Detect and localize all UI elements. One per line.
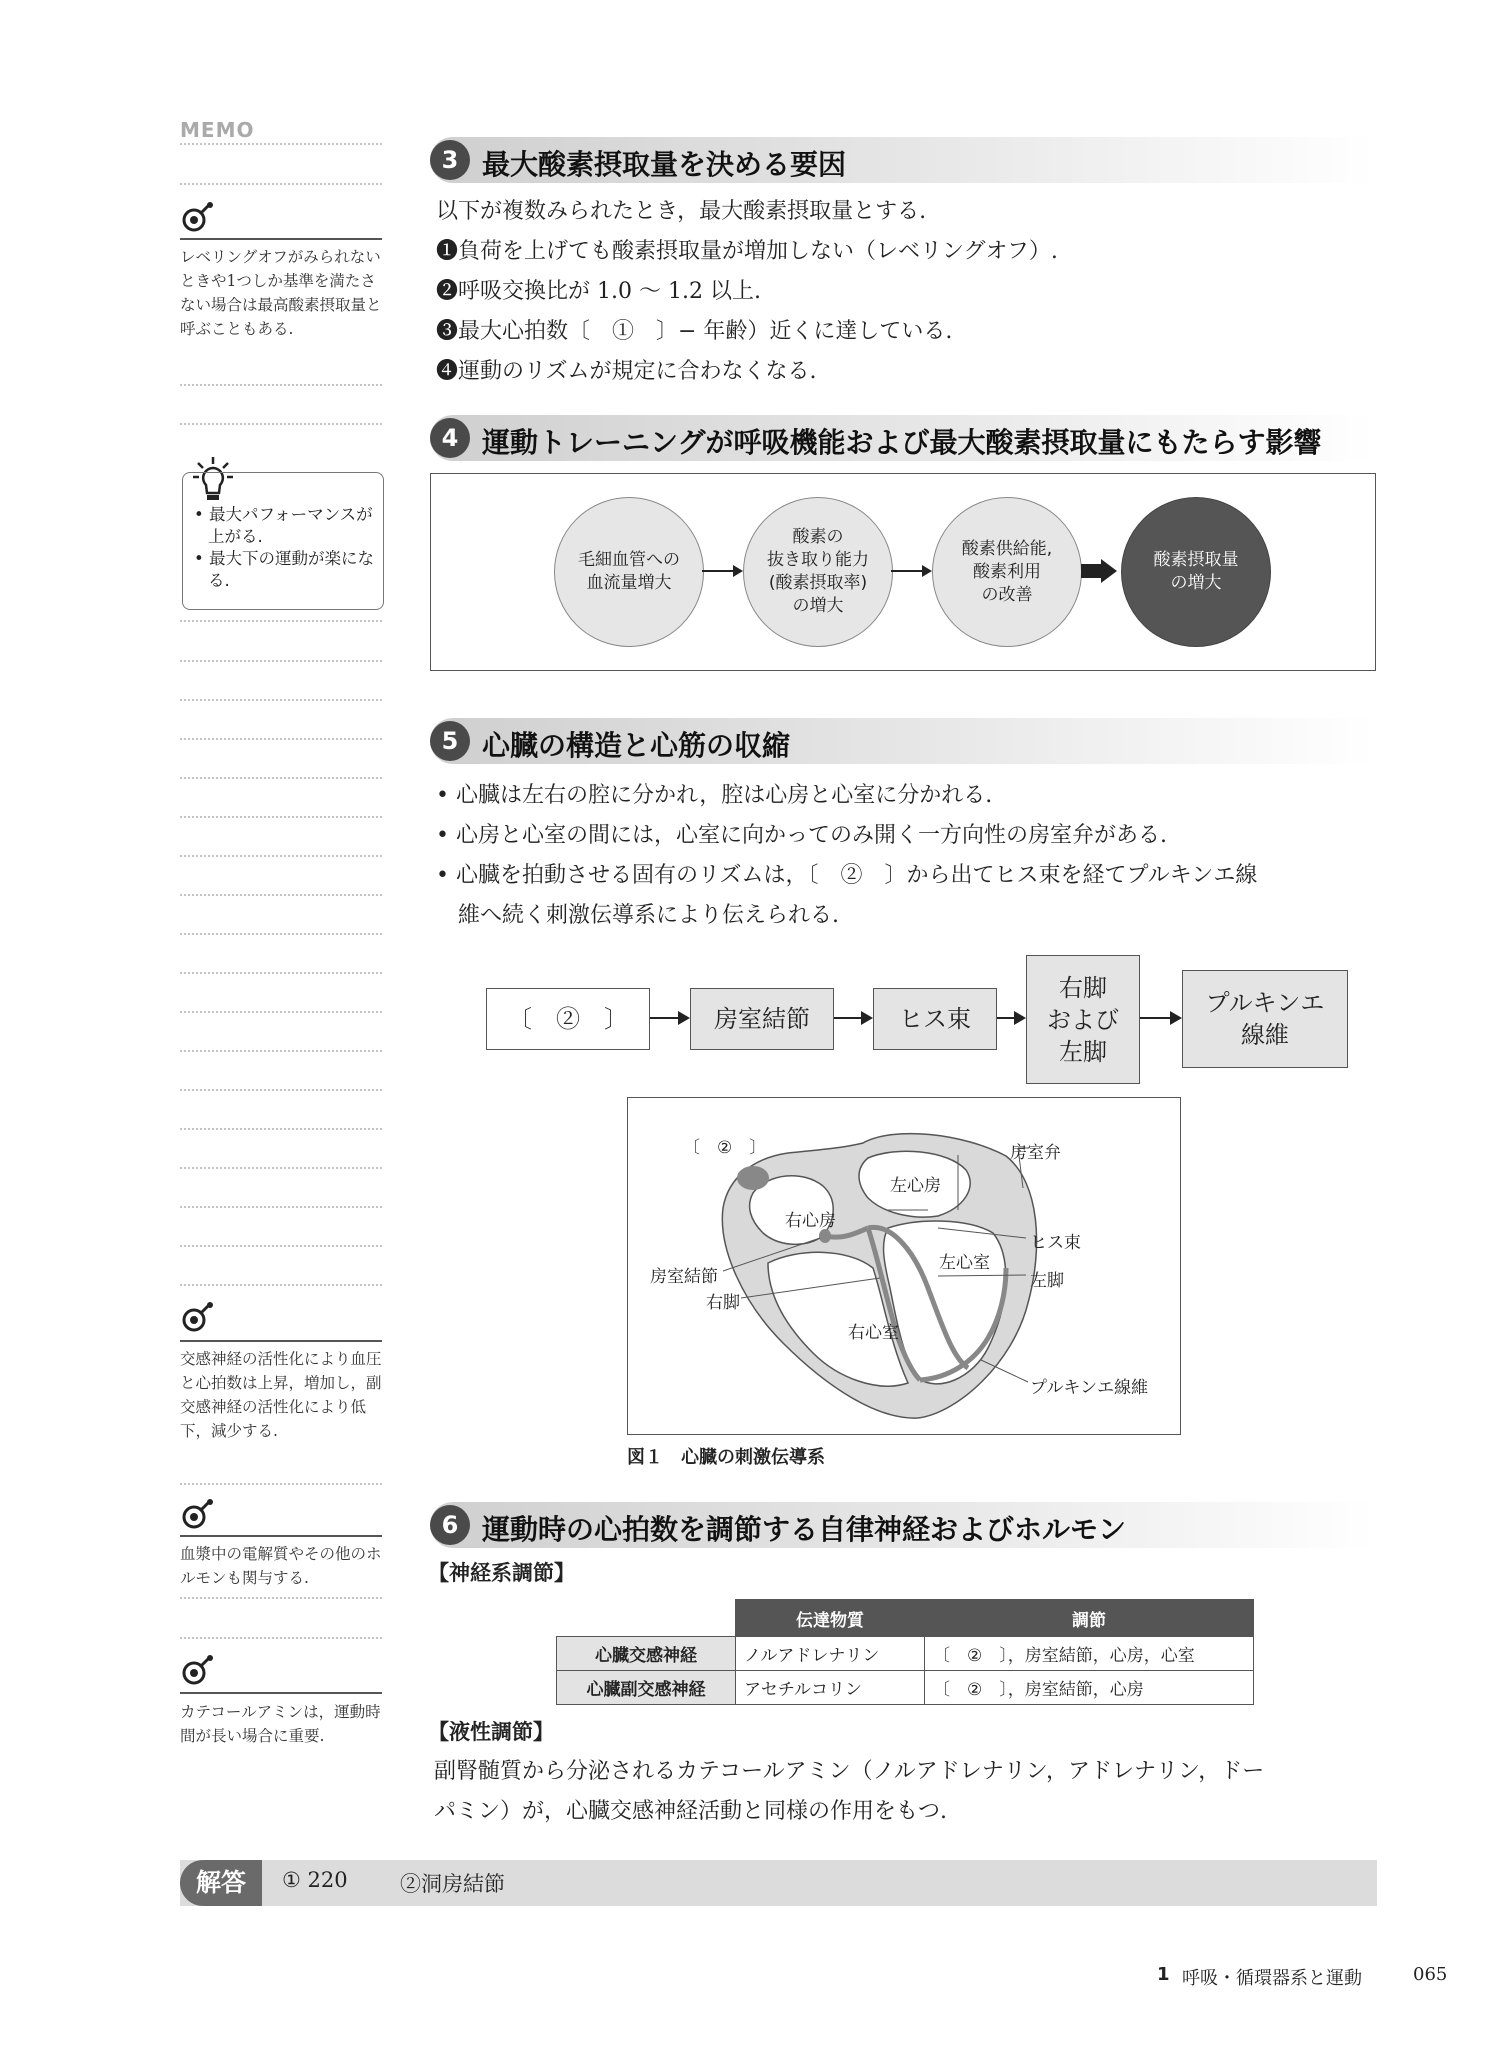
label-purkinje: プルキンエ線維 bbox=[1030, 1378, 1149, 1398]
pin-icon bbox=[180, 1653, 214, 1687]
pin-icon bbox=[180, 1497, 214, 1531]
label-left-bundle: 左脚 bbox=[1030, 1271, 1064, 1291]
flow-step-supply: 酸素供給能, 酸素利用 の改善 bbox=[932, 497, 1082, 647]
section-6-header bbox=[430, 1502, 1375, 1548]
header-regulation: 調節 bbox=[925, 1600, 1254, 1637]
label-av-node: 房室結節 bbox=[650, 1267, 718, 1287]
cell-transmitter: ノルアドレナリン bbox=[736, 1637, 925, 1671]
page-number: 065 bbox=[1413, 1964, 1448, 1985]
chain-sa-node: 〔 ② 〕 bbox=[486, 988, 650, 1050]
answer-bar bbox=[180, 1860, 1377, 1906]
tip-item: • 最大パフォーマンスが上がる. bbox=[194, 505, 373, 546]
label-right-atrium: 右心房 bbox=[785, 1211, 836, 1231]
flow-step-vo2-increase: 酸素摂取量 の増大 bbox=[1121, 497, 1271, 647]
chain-av-node: 房室結節 bbox=[690, 988, 834, 1050]
section-title: 心臓の構造と心筋の収縮 bbox=[482, 729, 791, 762]
s5-bullet-1: • 心臓は左右の腔に分かれ，腔は心房と心室に分かれる. bbox=[436, 783, 993, 808]
memo-note-leveling: レベリングオフがみられないときや1つしか基準を満たさない場合は最高酸素摂取量と呼ぶこともある. bbox=[180, 248, 382, 338]
section-number: 3 bbox=[430, 140, 470, 180]
label-right-bundle: 右脚 bbox=[706, 1293, 740, 1313]
s3-item-4: ❹運動のリズムが規定に合わなくなる. bbox=[436, 359, 817, 384]
chain-purkinje: プルキンエ 線維 bbox=[1182, 970, 1348, 1068]
header-transmitter: 伝達物質 bbox=[736, 1600, 925, 1637]
humoral-text-line2: パミン）が，心臓交感神経活動と同様の作用をもつ. bbox=[434, 1799, 947, 1824]
label-right-ventricle: 右心室 bbox=[848, 1323, 899, 1343]
tip-item: • 最大下の運動が楽になる. bbox=[194, 549, 374, 590]
humoral-heading: 【液性調節】 bbox=[428, 1720, 554, 1744]
section-title: 最大酸素摂取量を決める要因 bbox=[482, 148, 847, 181]
section-number: 5 bbox=[430, 721, 470, 761]
flow-step-extraction: 酸素の 抜き取り能力 (酸素摂取率) の増大 bbox=[743, 497, 893, 647]
flow-step-capillary: 毛細血管への 血流量増大 bbox=[554, 497, 704, 647]
table-header-row bbox=[557, 1600, 1254, 1637]
cell-transmitter: アセチルコリン bbox=[736, 1671, 925, 1705]
table-corner bbox=[557, 1600, 736, 1637]
label-left-ventricle: 左心室 bbox=[939, 1253, 990, 1273]
chapter-number: 1 bbox=[1157, 1964, 1170, 1985]
chain-bundle-branches: 右脚 および 左脚 bbox=[1026, 955, 1140, 1084]
s5-bullet-3-cont: 維へ続く刺激伝導系により伝えられる. bbox=[458, 903, 839, 928]
humoral-text-line1: 副腎髄質から分泌されるカテコールアミン（ノルアドレナリン，アドレナリン，ドー bbox=[434, 1759, 1265, 1784]
s3-item-3: ❸最大心拍数〔 ① 〕− 年齢）近くに達している. bbox=[436, 319, 953, 344]
chain-his-bundle: ヒス束 bbox=[873, 988, 997, 1050]
label-av-valve: 房室弁 bbox=[1010, 1143, 1061, 1163]
pin-icon bbox=[180, 1300, 214, 1334]
section-number: 6 bbox=[430, 1505, 470, 1545]
table-row bbox=[557, 1671, 1254, 1705]
row-label: 心臓副交感神経 bbox=[557, 1671, 736, 1705]
chapter-title: 呼吸・循環器系と運動 bbox=[1182, 1968, 1362, 1989]
s3-item-2: ❷呼吸交換比が 1.0 〜 1.2 以上. bbox=[436, 279, 761, 304]
label-his-bundle: ヒス束 bbox=[1030, 1233, 1081, 1253]
cell-regulation: 〔 ② 〕，房室結節，心房，心室 bbox=[925, 1637, 1254, 1671]
memo-title: MEMO bbox=[180, 118, 255, 142]
memo-note-electrolyte: 血漿中の電解質やその他のホルモンも関与する. bbox=[180, 1545, 382, 1587]
answer-1: ① 220 bbox=[282, 1868, 348, 1892]
section-number: 4 bbox=[430, 418, 470, 458]
cell-regulation: 〔 ② 〕，房室結節，心房 bbox=[925, 1671, 1254, 1705]
autonomic-table bbox=[556, 1599, 1254, 1705]
label-sa-node: 〔 ② 〕 bbox=[683, 1138, 767, 1158]
answer-label: 解答 bbox=[180, 1860, 262, 1906]
s3-item-1: ❶負荷を上げても酸素摂取量が増加しない（レベリングオフ）. bbox=[436, 239, 1058, 264]
s5-bullet-3: • 心臓を拍動させる固有のリズムは，〔 ② 〕から出てヒス束を経てプルキンエ線 bbox=[436, 863, 1258, 888]
memo-note-autonomic: 交感神経の活性化により血圧と心拍数は上昇，増加し，副交感神経の活性化により低下，減少する. bbox=[180, 1350, 382, 1440]
answer-2: ②洞房結節 bbox=[400, 1872, 505, 1896]
section-title: 運動トレーニングが呼吸機能および最大酸素摂取量にもたらす影響 bbox=[482, 426, 1322, 459]
label-left-atrium: 左心房 bbox=[890, 1176, 941, 1196]
s3-intro: 以下が複数みられたとき，最大酸素摂取量とする. bbox=[436, 199, 927, 224]
neural-heading: 【神経系調節】 bbox=[428, 1561, 575, 1585]
section-title: 運動時の心拍数を調節する自律神経およびホルモン bbox=[482, 1513, 1127, 1546]
figure-caption: 図１ 心臓の刺激伝導系 bbox=[627, 1447, 825, 1468]
row-label: 心臓交感神経 bbox=[557, 1637, 736, 1671]
table-row bbox=[557, 1637, 1254, 1671]
heart-figure bbox=[627, 1097, 1181, 1435]
memo-note-catecholamine: カテコールアミンは，運動時間が長い場合に重要. bbox=[180, 1703, 381, 1745]
s5-bullet-2: • 心房と心室の間には，心室に向かってのみ開く一方向性の房室弁がある. bbox=[436, 823, 1167, 848]
